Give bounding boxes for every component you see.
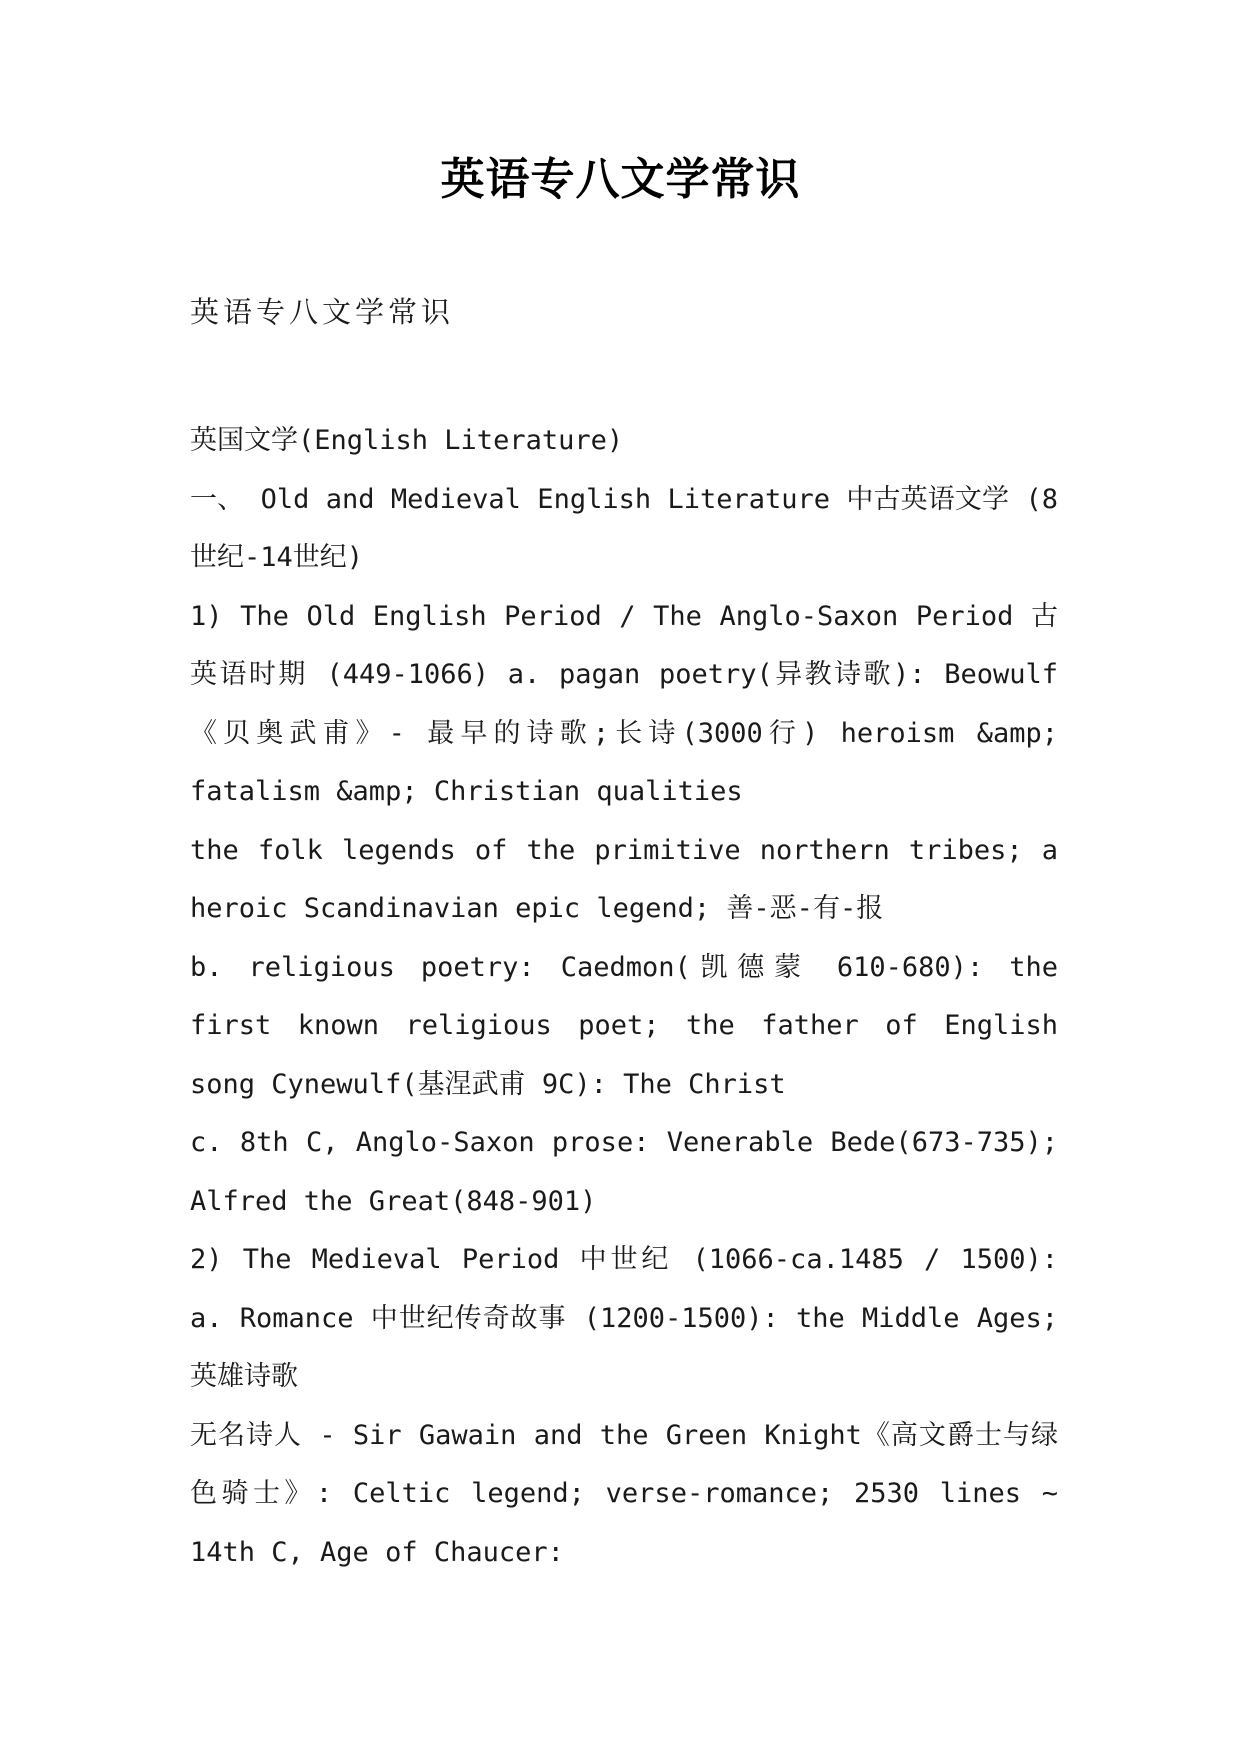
paragraph-folk-legends: the folk legends of the primitive northern tribes; a heroic Scandinavian epic legend; 善-恶-有-报 xyxy=(190,834,1058,924)
document-title: 英语专八文学常识 xyxy=(440,154,801,205)
document-body xyxy=(190,412,1058,1582)
paragraph-english-literature-heading: 英国文学(English Literature) xyxy=(190,425,624,456)
document-subtitle: 英语专八文学常识 xyxy=(190,295,455,329)
paragraph-medieval-period: 2) The Medieval Period 中世纪 (1066-ca.1485 / 1500): a. Romance 中世纪传奇故事 (1200-1500): the Middle Ages; 英雄诗歌 xyxy=(190,1244,1058,1392)
paragraph-anglo-saxon-prose: c. 8th C, Anglo-Saxon prose: Venerable Bede(673-735); Alfred the Great(848-901) xyxy=(190,1127,1058,1217)
paragraph-religious-poetry: b. religious poetry: Caedmon(凯德蒙 610-680): the first known religious poet; the father of English song Cynewulf(基涅武甫 9C): The Christ xyxy=(190,951,1058,1100)
paragraph-section-one-heading: 一、 Old and Medieval English Literature 中古英语文学 (8世纪-14世纪) xyxy=(190,483,1058,573)
paragraph-sir-gawain: 无名诗人 - Sir Gawain and the Green Knight《高文爵士与绿色骑士》: Celtic legend; verse-romance; 2530 lines ~ 14th C, Age of Chaucer: xyxy=(190,1419,1058,1568)
paragraph-old-english-period: 1) The Old English Period / The Anglo-Saxon Period 古英语时期 (449-1066) a. pagan poetry(异教诗歌): Beowulf《贝奥武甫》- 最早的诗歌;长诗(3000行) heroism &amp; fatalism &amp; Christian qualities xyxy=(190,600,1058,807)
